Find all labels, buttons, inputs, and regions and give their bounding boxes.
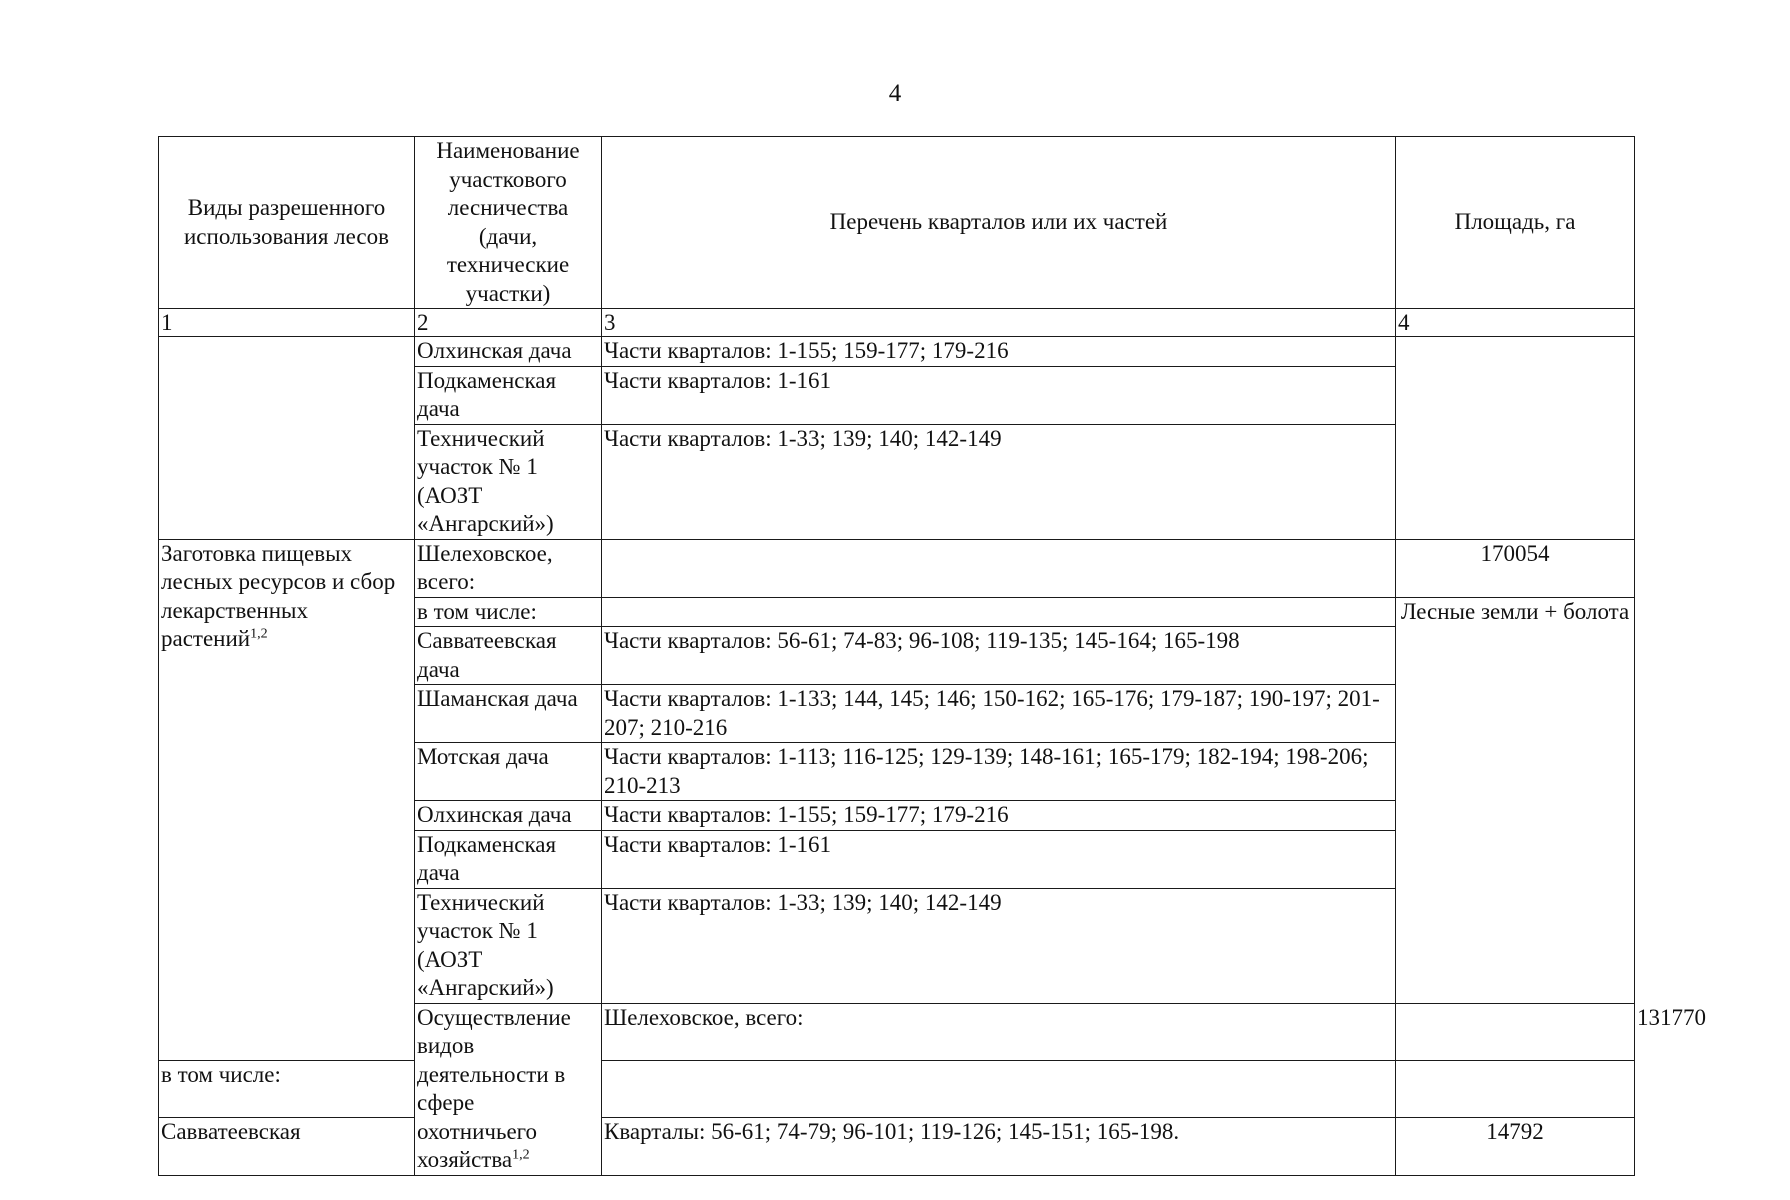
use-type-text: Заготовка пищевых лесных ресурсов и сбор лекарственных растений [161,540,396,651]
forestry-cell: Подкаменская дача [415,366,602,424]
use-type-cell [415,1003,602,1175]
forestry-cell: Савватеевская дача [415,627,602,685]
forestry-cell: Мотская дача [415,743,602,801]
column-number-row [159,309,1635,337]
use-type-cell [159,539,415,1060]
table-row [159,337,1635,367]
footnote-marker: 1,2 [512,1147,530,1163]
quarters-cell: Части кварталов: 1-33; 139; 140; 142-149 [602,424,1396,539]
forestry-total-cell: Шелеховское, всего: [415,539,602,597]
quarters-cell: Части кварталов: 1-133; 144, 145; 146; 150-162; 165-176; 179-187; 190-197; 201-207; 210-216 [602,685,1396,743]
forestry-cell: Технический участок № 1 (АОЗТ «Ангарский») [415,424,602,539]
page-number: 4 [888,80,902,107]
table-row: Осуществление видов деятельности в сфере охотничьего хозяйства$^{1,2}$ Шелеховское, всего: 131770 [159,1003,1635,1060]
quarters-cell-empty [602,539,1396,597]
forestry-cell: Подкаменская дача [415,830,602,888]
header-quarters-list: Перечень кварталов или их частей [602,137,1396,309]
footnote-marker: 1,2 [250,626,268,642]
quarters-cell: Части кварталов: 1-155; 159-177; 179-216 [602,801,1396,831]
table-row [159,1060,1635,1118]
area-cell-empty [1396,337,1635,540]
column-number-1: 1 [159,309,415,337]
table-row [159,1118,1635,1176]
quarters-cell: Части кварталов: 1-33; 139; 140; 142-149 [602,888,1396,1003]
quarters-cell: Части кварталов: 1-161 [602,830,1396,888]
quarters-cell: Части кварталов: 1-161 [602,366,1396,424]
area-cell-empty [1396,1060,1635,1118]
forestry-cell: Шаманская дача [415,685,602,743]
quarters-cell: Части кварталов: 1-155; 159-177; 179-216 [602,337,1396,367]
table-header-row [159,137,1635,309]
quarters-cell: Части кварталов: 56-61; 74-83; 96-108; 119-135; 145-164; 165-198 [602,627,1396,685]
column-number-3: 3 [602,309,1396,337]
quarters-cell-empty [1396,1003,1635,1060]
quarters-cell-empty [602,597,1396,627]
forestry-cell: в том числе: [159,1060,415,1118]
forestry-total-cell: Шелеховское, всего: [602,1003,1396,1060]
forestry-cell: Олхинская дача [415,801,602,831]
area-total-cell: 170054 [1396,539,1635,597]
quarters-cell-empty [602,1060,1396,1118]
forest-use-table [158,136,1706,1176]
quarters-cell: Кварталы: 56-61; 74-79; 96-101; 119-126; 145-151; 165-198. [602,1118,1396,1176]
forestry-cell: Олхинская дача [415,337,602,367]
area-note-cell: Лесные земли + болота [1396,597,1635,1003]
header-use-type: Виды разрешенного использования лесов [159,137,415,309]
column-number-4: 4 [1396,309,1635,337]
use-type-text: Осуществление видов деятельности в сфере охотничьего хозяйства [417,1004,571,1172]
forestry-cell: Савватеевская [159,1118,415,1176]
column-number-2: 2 [415,309,602,337]
forestry-cell: Технический участок № 1 (АОЗТ «Ангарский») [415,888,602,1003]
use-type-cell-empty [159,337,415,540]
table-row [159,539,1635,597]
header-forestry-name: Наименование участкового лесничества (дачи, технические участки) [415,137,602,309]
header-area: Площадь, га [1396,137,1635,309]
forestry-cell: в том числе: [415,597,602,627]
area-cell: 14792 [1396,1118,1635,1176]
quarters-cell: Части кварталов: 1-113; 116-125; 129-139; 148-161; 165-179; 182-194; 198-206; 210-213 [602,743,1396,801]
